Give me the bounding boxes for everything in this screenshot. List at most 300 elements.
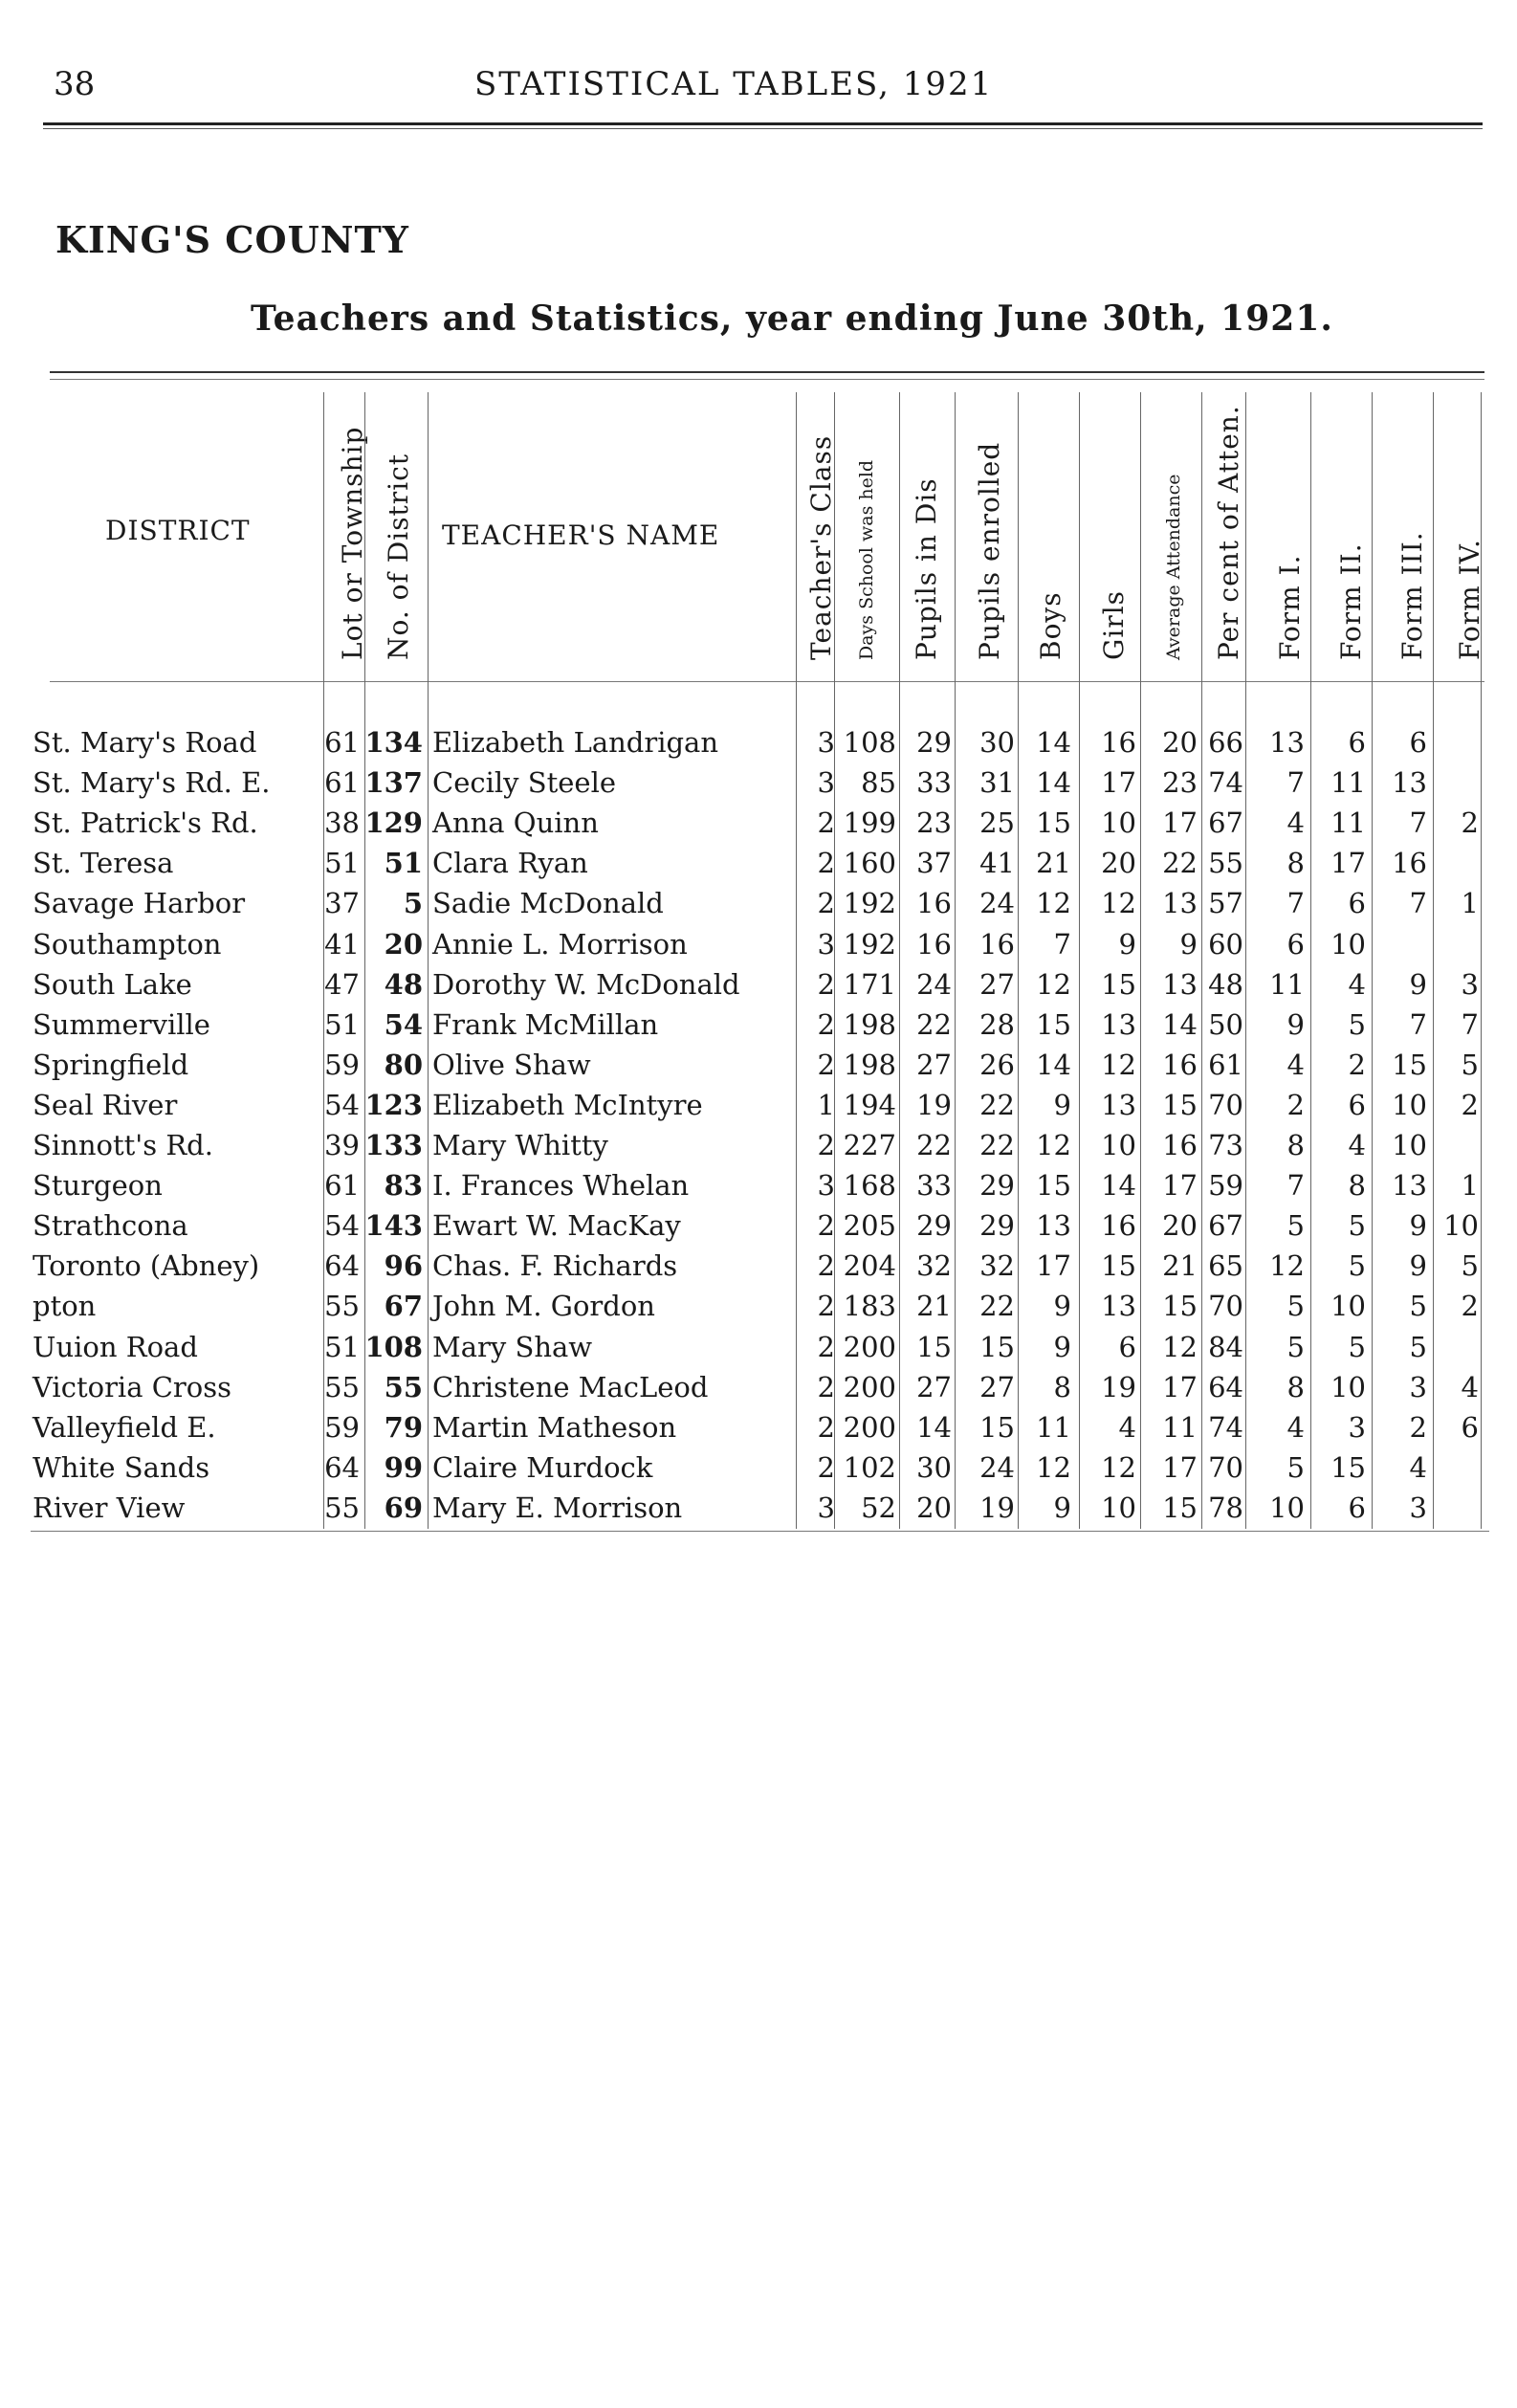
cell-form3: 13	[1392, 1169, 1427, 1203]
cell-percent: 70	[1208, 1088, 1243, 1121]
column-rule	[1201, 392, 1202, 1529]
cell-district: Toronto (Abney)	[33, 1249, 260, 1283]
cell-girls: 12	[1101, 1450, 1136, 1484]
col-header-form4: Form IV.	[1454, 539, 1485, 660]
cell-form3: 9	[1409, 1209, 1427, 1243]
cell-form2: 4	[1348, 967, 1366, 1001]
cell-days: 171	[843, 967, 896, 1001]
cell-girls: 13	[1101, 1088, 1136, 1121]
cell-teacher: Christene MacLeod	[432, 1370, 709, 1403]
cell-boys: 8	[1053, 1370, 1071, 1403]
cell-district: Valleyfield E.	[33, 1410, 216, 1444]
cell-girls: 16	[1101, 1209, 1136, 1243]
cell-district: Victoria Cross	[33, 1370, 231, 1403]
col-header-days: Days School was held	[856, 459, 877, 660]
cell-form1: 8	[1286, 847, 1305, 880]
table-subtitle: Teachers and Statistics, year ending June 30th, 1921.	[251, 298, 1333, 339]
cell-teacher: Clara Ryan	[432, 847, 588, 880]
cell-form1: 2	[1286, 1088, 1305, 1121]
cell-percent: 67	[1208, 806, 1243, 840]
cell-teacher: Olive Shaw	[432, 1048, 591, 1081]
cell-enrolled: 15	[979, 1410, 1015, 1444]
cell-percent: 48	[1208, 967, 1243, 1001]
cell-district-no: 69	[384, 1491, 423, 1524]
cell-enrolled: 26	[979, 1048, 1015, 1081]
cell-pupils-dis: 20	[916, 1491, 952, 1524]
cell-lot: 55	[324, 1370, 360, 1403]
cell-lot: 37	[324, 887, 360, 920]
cell-district-no: 133	[364, 1129, 423, 1161]
cell-form4: 3	[1461, 967, 1479, 1001]
column-rule	[1079, 392, 1080, 1529]
cell-lot: 51	[324, 1007, 360, 1041]
cell-boys: 7	[1053, 927, 1071, 961]
cell-form4: 5	[1461, 1048, 1479, 1081]
cell-district: Sinnott's Rd.	[33, 1129, 213, 1161]
cell-class: 3	[817, 1169, 835, 1203]
cell-form2: 17	[1330, 847, 1366, 880]
cell-percent: 65	[1208, 1249, 1243, 1283]
cell-lot: 59	[324, 1410, 360, 1444]
column-rule	[899, 392, 900, 1529]
cell-class: 3	[817, 927, 835, 961]
cell-days: 205	[843, 1209, 896, 1243]
cell-lot: 54	[324, 1088, 360, 1121]
cell-form3: 16	[1392, 847, 1427, 880]
cell-boys: 9	[1053, 1330, 1071, 1363]
cell-average: 11	[1162, 1410, 1198, 1444]
cell-average: 15	[1162, 1491, 1198, 1524]
cell-average: 13	[1162, 887, 1198, 920]
cell-girls: 16	[1101, 726, 1136, 759]
cell-boys: 15	[1036, 1169, 1071, 1203]
col-header-district: DISTRICT	[105, 515, 251, 546]
cell-form1: 6	[1286, 927, 1305, 961]
cell-form1: 7	[1286, 766, 1305, 800]
cell-pupils-dis: 27	[916, 1370, 952, 1403]
cell-form3: 5	[1409, 1290, 1427, 1323]
cell-average: 9	[1179, 927, 1198, 961]
cell-days: 204	[843, 1249, 896, 1283]
cell-average: 23	[1162, 766, 1198, 800]
county-title: KING'S COUNTY	[55, 218, 409, 261]
cell-girls: 12	[1101, 1048, 1136, 1081]
cell-district: Summerville	[33, 1007, 210, 1041]
column-rule	[1433, 392, 1434, 1529]
cell-pupils-dis: 16	[916, 887, 952, 920]
column-rule	[1372, 392, 1373, 1529]
cell-average: 21	[1162, 1249, 1198, 1283]
cell-district-no: 55	[384, 1370, 423, 1403]
cell-enrolled: 28	[979, 1007, 1015, 1041]
cell-form1: 5	[1286, 1330, 1305, 1363]
cell-enrolled: 29	[979, 1209, 1015, 1243]
table-bottom-rule	[31, 1531, 1489, 1532]
cell-district: Southampton	[33, 927, 222, 961]
cell-form1: 7	[1286, 1169, 1305, 1203]
cell-form3: 13	[1392, 766, 1427, 800]
running-title: STATISTICAL TABLES, 1921	[474, 65, 994, 103]
cell-average: 15	[1162, 1290, 1198, 1323]
cell-form1: 7	[1286, 887, 1305, 920]
cell-form2: 5	[1348, 1249, 1366, 1283]
cell-pupils-dis: 22	[916, 1007, 952, 1041]
cell-class: 2	[817, 1330, 835, 1363]
cell-boys: 12	[1036, 887, 1071, 920]
cell-lot: 51	[324, 1330, 360, 1363]
cell-days: 200	[843, 1410, 896, 1444]
cell-form2: 5	[1348, 1330, 1366, 1363]
cell-girls: 6	[1118, 1330, 1136, 1363]
cell-boys: 14	[1036, 1048, 1071, 1081]
col-header-district-no: No. of District	[383, 453, 414, 660]
cell-days: 52	[861, 1491, 896, 1524]
cell-teacher: John M. Gordon	[432, 1290, 655, 1323]
cell-form2: 5	[1348, 1209, 1366, 1243]
cell-form3: 4	[1409, 1450, 1427, 1484]
column-rule	[364, 392, 365, 1529]
cell-class: 3	[817, 726, 835, 759]
cell-girls: 15	[1101, 1249, 1136, 1283]
cell-district: Seal River	[33, 1088, 178, 1121]
cell-girls: 10	[1101, 1491, 1136, 1524]
column-rule	[1245, 392, 1246, 1529]
cell-pupils-dis: 32	[916, 1249, 952, 1283]
cell-form3: 9	[1409, 967, 1427, 1001]
cell-class: 3	[817, 766, 835, 800]
cell-district: Sturgeon	[33, 1169, 163, 1203]
cell-form1: 5	[1286, 1450, 1305, 1484]
cell-district-no: 129	[364, 806, 423, 840]
cell-boys: 14	[1036, 726, 1071, 759]
cell-teacher: Claire Murdock	[432, 1450, 653, 1484]
cell-average: 14	[1162, 1007, 1198, 1041]
col-header-enrolled: Pupils enrolled	[974, 441, 1005, 660]
column-rule	[796, 392, 797, 1529]
cell-form3: 6	[1409, 726, 1427, 759]
cell-teacher: Cecily Steele	[432, 766, 617, 800]
cell-percent: 70	[1208, 1450, 1243, 1484]
cell-form3: 9	[1409, 1249, 1427, 1283]
cell-enrolled: 29	[979, 1169, 1015, 1203]
cell-form3: 10	[1392, 1088, 1427, 1121]
cell-class: 2	[817, 806, 835, 840]
cell-average: 20	[1162, 1209, 1198, 1243]
cell-pupils-dis: 30	[916, 1450, 952, 1484]
cell-teacher: Ewart W. MacKay	[432, 1209, 681, 1243]
cell-form4: 2	[1461, 1290, 1479, 1323]
cell-form2: 6	[1348, 726, 1366, 759]
cell-district-no: 137	[364, 766, 423, 800]
cell-days: 227	[843, 1129, 896, 1161]
cell-form3: 7	[1409, 806, 1427, 840]
cell-district: St. Patrick's Rd.	[33, 806, 258, 840]
cell-district-no: 48	[384, 967, 423, 1001]
cell-enrolled: 31	[979, 766, 1015, 800]
cell-lot: 41	[324, 927, 360, 961]
cell-pupils-dis: 22	[916, 1129, 952, 1161]
cell-class: 1	[817, 1088, 835, 1121]
cell-percent: 66	[1208, 726, 1243, 759]
cell-form2: 3	[1348, 1410, 1366, 1444]
col-header-girls: Girls	[1098, 589, 1130, 660]
cell-class: 2	[817, 1129, 835, 1161]
cell-days: 198	[843, 1007, 896, 1041]
cell-pupils-dis: 15	[916, 1330, 952, 1363]
cell-class: 2	[817, 1249, 835, 1283]
cell-form2: 2	[1348, 1048, 1366, 1081]
cell-district: St. Mary's Rd. E.	[33, 766, 271, 800]
cell-boys: 17	[1036, 1249, 1071, 1283]
cell-percent: 84	[1208, 1330, 1243, 1363]
cell-percent: 78	[1208, 1491, 1243, 1524]
cell-district: Uuion Road	[33, 1330, 198, 1363]
cell-girls: 12	[1101, 887, 1136, 920]
col-header-percent: Per cent of Atten.	[1213, 405, 1244, 660]
cell-lot: 39	[324, 1129, 360, 1161]
cell-form2: 5	[1348, 1007, 1366, 1041]
cell-district-no: 80	[384, 1048, 423, 1081]
cell-boys: 9	[1053, 1491, 1071, 1524]
cell-form2: 10	[1330, 1290, 1366, 1323]
cell-district-no: 67	[384, 1290, 423, 1323]
cell-form4: 5	[1461, 1249, 1479, 1283]
cell-district: St. Mary's Road	[33, 726, 257, 759]
cell-form2: 6	[1348, 1491, 1366, 1524]
cell-percent: 60	[1208, 927, 1243, 961]
cell-district-no: 54	[384, 1007, 423, 1041]
cell-district: St. Teresa	[33, 847, 174, 880]
cell-teacher: Sadie McDonald	[432, 887, 664, 920]
cell-days: 194	[843, 1088, 896, 1121]
cell-days: 183	[843, 1290, 896, 1323]
cell-form3: 7	[1409, 887, 1427, 920]
cell-form2: 10	[1330, 927, 1366, 961]
cell-average: 22	[1162, 847, 1198, 880]
cell-form1: 9	[1286, 1007, 1305, 1041]
cell-lot: 55	[324, 1491, 360, 1524]
col-header-form1: Form I.	[1274, 554, 1306, 660]
cell-enrolled: 16	[979, 927, 1015, 961]
cell-form4: 4	[1461, 1370, 1479, 1403]
cell-average: 13	[1162, 967, 1198, 1001]
col-header-pupils-dis: Pupils in Dis	[911, 477, 942, 660]
cell-days: 168	[843, 1169, 896, 1203]
cell-boys: 15	[1036, 806, 1071, 840]
cell-district-no: 83	[384, 1169, 423, 1203]
cell-pupils-dis: 29	[916, 726, 952, 759]
cell-class: 2	[817, 887, 835, 920]
cell-girls: 14	[1101, 1169, 1136, 1203]
cell-girls: 20	[1101, 847, 1136, 880]
cell-pupils-dis: 19	[916, 1088, 952, 1121]
cell-form3: 3	[1409, 1370, 1427, 1403]
cell-district-no: 5	[403, 887, 423, 920]
cell-percent: 61	[1208, 1048, 1243, 1081]
cell-percent: 74	[1208, 1410, 1243, 1444]
col-header-class: Teacher's Class	[805, 434, 837, 660]
cell-lot: 38	[324, 806, 360, 840]
cell-percent: 57	[1208, 887, 1243, 920]
col-header-boys: Boys	[1035, 591, 1066, 660]
cell-enrolled: 15	[979, 1330, 1015, 1363]
cell-lot: 61	[324, 726, 360, 759]
cell-enrolled: 24	[979, 887, 1015, 920]
column-rule	[323, 392, 324, 1529]
cell-form2: 4	[1348, 1129, 1366, 1161]
cell-district-no: 108	[364, 1330, 423, 1363]
header-rule	[43, 122, 1483, 125]
cell-girls: 19	[1101, 1370, 1136, 1403]
column-rule	[1018, 392, 1019, 1529]
table-header-rule	[50, 681, 1484, 682]
cell-pupils-dis: 14	[916, 1410, 952, 1444]
cell-lot: 64	[324, 1450, 360, 1484]
cell-district: White Sands	[33, 1450, 210, 1484]
cell-form1: 10	[1269, 1491, 1305, 1524]
cell-form1: 4	[1286, 1410, 1305, 1444]
cell-boys: 21	[1036, 847, 1071, 880]
cell-teacher: Dorothy W. McDonald	[432, 967, 740, 1001]
cell-girls: 17	[1101, 766, 1136, 800]
cell-enrolled: 32	[979, 1249, 1015, 1283]
cell-class: 2	[817, 1209, 835, 1243]
cell-enrolled: 27	[979, 1370, 1015, 1403]
cell-class: 2	[817, 1290, 835, 1323]
cell-form1: 5	[1286, 1290, 1305, 1323]
cell-percent: 73	[1208, 1129, 1243, 1161]
cell-lot: 55	[324, 1290, 360, 1323]
cell-district-no: 123	[364, 1088, 423, 1121]
cell-enrolled: 41	[979, 847, 1015, 880]
col-header-form2: Form II.	[1335, 542, 1367, 660]
cell-class: 2	[817, 1007, 835, 1041]
cell-enrolled: 22	[979, 1088, 1015, 1121]
cell-boys: 13	[1036, 1209, 1071, 1243]
cell-average: 16	[1162, 1129, 1198, 1161]
cell-class: 3	[817, 1491, 835, 1524]
cell-days: 108	[843, 726, 896, 759]
cell-lot: 51	[324, 847, 360, 880]
cell-form4: 7	[1461, 1007, 1479, 1041]
cell-form3: 3	[1409, 1491, 1427, 1524]
cell-district-no: 20	[384, 927, 423, 961]
cell-enrolled: 27	[979, 967, 1015, 1001]
cell-form2: 8	[1348, 1169, 1366, 1203]
cell-district: River View	[33, 1491, 186, 1524]
cell-girls: 10	[1101, 1129, 1136, 1161]
cell-form3: 10	[1392, 1129, 1427, 1161]
cell-average: 12	[1162, 1330, 1198, 1363]
cell-district-no: 96	[384, 1249, 423, 1283]
cell-lot: 61	[324, 766, 360, 800]
cell-form1: 12	[1269, 1249, 1305, 1283]
cell-percent: 70	[1208, 1290, 1243, 1323]
cell-form3: 2	[1409, 1410, 1427, 1444]
cell-enrolled: 24	[979, 1450, 1015, 1484]
cell-teacher: Mary E. Morrison	[432, 1491, 683, 1524]
cell-average: 16	[1162, 1048, 1198, 1081]
col-header-teacher: TEACHER'S NAME	[442, 519, 720, 551]
cell-average: 17	[1162, 1450, 1198, 1484]
cell-pupils-dis: 33	[916, 766, 952, 800]
cell-pupils-dis: 16	[916, 927, 952, 961]
cell-days: 200	[843, 1370, 896, 1403]
cell-form2: 15	[1330, 1450, 1366, 1484]
cell-girls: 10	[1101, 806, 1136, 840]
cell-form2: 11	[1330, 806, 1366, 840]
cell-teacher: Mary Whitty	[432, 1129, 608, 1161]
column-rule	[1310, 392, 1311, 1529]
cell-average: 17	[1162, 1169, 1198, 1203]
cell-girls: 13	[1101, 1290, 1136, 1323]
page-header	[54, 65, 1488, 113]
cell-boys: 12	[1036, 1450, 1071, 1484]
cell-boys: 12	[1036, 1129, 1071, 1161]
cell-form1: 5	[1286, 1209, 1305, 1243]
cell-district-no: 99	[384, 1450, 423, 1484]
cell-class: 2	[817, 1450, 835, 1484]
cell-average: 17	[1162, 1370, 1198, 1403]
table-top-rule-thin	[50, 379, 1484, 380]
cell-form3: 7	[1409, 1007, 1427, 1041]
cell-days: 85	[861, 766, 896, 800]
cell-teacher: Chas. F. Richards	[432, 1249, 678, 1283]
cell-pupils-dis: 29	[916, 1209, 952, 1243]
cell-form1: 11	[1269, 967, 1305, 1001]
cell-pupils-dis: 27	[916, 1048, 952, 1081]
cell-days: 192	[843, 887, 896, 920]
cell-days: 192	[843, 927, 896, 961]
cell-percent: 64	[1208, 1370, 1243, 1403]
cell-lot: 64	[324, 1249, 360, 1283]
cell-form1: 8	[1286, 1129, 1305, 1161]
cell-form4: 6	[1461, 1410, 1479, 1444]
cell-average: 17	[1162, 806, 1198, 840]
cell-form3: 5	[1409, 1330, 1427, 1363]
column-rule	[1481, 392, 1482, 1529]
cell-boys: 15	[1036, 1007, 1071, 1041]
cell-girls: 4	[1118, 1410, 1136, 1444]
cell-enrolled: 22	[979, 1290, 1015, 1323]
cell-form4: 10	[1443, 1209, 1479, 1243]
cell-class: 2	[817, 847, 835, 880]
cell-pupils-dis: 24	[916, 967, 952, 1001]
cell-teacher: Anna Quinn	[432, 806, 599, 840]
cell-class: 2	[817, 967, 835, 1001]
cell-teacher: Elizabeth McIntyre	[432, 1088, 703, 1121]
column-rule	[834, 392, 835, 1529]
cell-teacher: Annie L. Morrison	[432, 927, 688, 961]
cell-pupils-dis: 37	[916, 847, 952, 880]
cell-percent: 59	[1208, 1169, 1243, 1203]
cell-form2: 11	[1330, 766, 1366, 800]
cell-district-no: 143	[364, 1209, 423, 1243]
cell-boys: 12	[1036, 967, 1071, 1001]
cell-district: pton	[33, 1290, 97, 1323]
cell-pupils-dis: 23	[916, 806, 952, 840]
cell-boys: 9	[1053, 1088, 1071, 1121]
cell-teacher: Elizabeth Landrigan	[432, 726, 719, 759]
cell-form1: 4	[1286, 1048, 1305, 1081]
cell-class: 2	[817, 1370, 835, 1403]
cell-form4: 2	[1461, 806, 1479, 840]
column-rule	[1140, 392, 1141, 1529]
cell-percent: 67	[1208, 1209, 1243, 1243]
cell-teacher: Martin Matheson	[432, 1410, 677, 1444]
cell-girls: 15	[1101, 967, 1136, 1001]
cell-boys: 11	[1036, 1410, 1071, 1444]
